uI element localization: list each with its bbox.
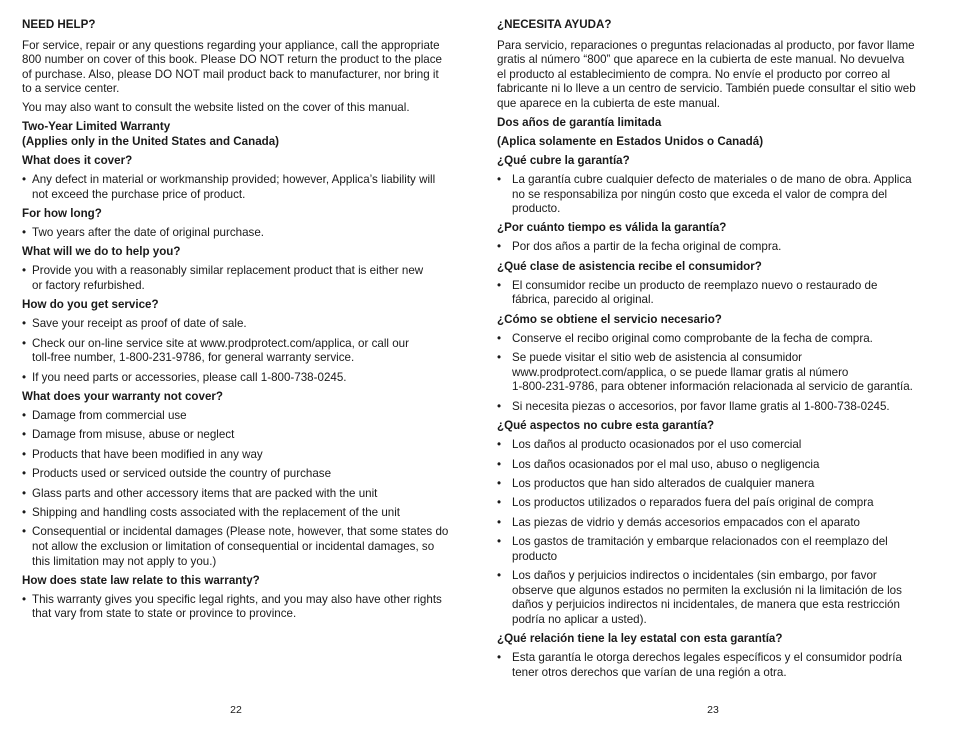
bullet-icon: •	[22, 317, 27, 331]
list-item	[22, 371, 454, 386]
text-line: this limitation may not apply to you.)	[32, 554, 217, 568]
heading-dos-anos-de-garantia-limitada: Dos años de garantía limitada	[497, 115, 662, 129]
text-line: (Applies only in the United States and Canada)	[22, 134, 280, 148]
list-item	[22, 409, 454, 424]
text-line: 1-800-231-9786, para obtener información relacionada al servicio de garantía.	[512, 380, 913, 394]
bullet-icon: •	[22, 336, 27, 350]
text-line: Los gastos de tramitación y embarque relacionados con el reemplazo del	[512, 535, 888, 549]
list-item-text	[32, 487, 454, 502]
text-line: Los daños ocasionados por el mal uso, abuso o negligencia	[512, 457, 820, 471]
text-line: tener otros derechos que varían de una región a otra.	[512, 665, 787, 679]
list-item-text	[32, 428, 454, 443]
text-line: Por dos años a partir de la fecha original de compra.	[512, 240, 782, 254]
list-item	[22, 467, 454, 482]
heading-que-aspectos-no-cubre-esta-garantia: ¿Qué aspectos no cubre esta garantía?	[497, 419, 715, 433]
text-line: www.prodprotect.com/applica, o se puede llamar gratis al número	[512, 365, 849, 379]
bullet-icon: •	[22, 592, 27, 606]
text-line: daños y perjuicios indirectos ni incidentales, de manera que esta restricción	[512, 598, 900, 612]
list-item-text	[32, 448, 454, 463]
list-item-text	[32, 337, 454, 366]
bullet-icon: •	[497, 278, 502, 292]
bullet-icon: •	[497, 476, 502, 490]
list-item-text	[512, 351, 929, 395]
text-line: Consequential or incidental damages (Please note, however, that some states do	[32, 525, 449, 539]
bullet-icon: •	[497, 438, 502, 452]
heading-two-year-limited-warranty	[22, 120, 454, 149]
bullet-icon: •	[22, 408, 27, 422]
page-number-left: 22	[230, 704, 242, 716]
heading-necesita-ayuda: ¿NECESITA AYUDA?	[497, 18, 612, 31]
text-line: fábrica, parecido al original.	[512, 293, 654, 307]
list-item	[497, 569, 929, 627]
text-line: 800 number on cover of this book. Please DO NOT return the product to the place	[22, 53, 442, 67]
list-item	[497, 240, 929, 255]
list-item-text	[512, 240, 929, 255]
text-line: not exceed the purchase price of product.	[32, 187, 246, 201]
bullet-icon: •	[497, 240, 502, 254]
text-line: not allow the exclusion or limitation of consequential or incidental damages, so	[32, 539, 435, 553]
text-line: Esta garantía le otorga derechos legales específicos y el consumidor podría	[512, 651, 902, 665]
list-item	[22, 506, 454, 521]
text-line: Shipping and handling costs associated with the replacement of the unit	[32, 505, 401, 519]
list-item-text	[32, 317, 454, 332]
list-item	[22, 337, 454, 366]
text-line: Products used or serviced outside the country of purchase	[32, 467, 332, 481]
text-line: Two years after the date of original purchase.	[32, 225, 265, 239]
list-item	[497, 173, 929, 217]
list-item	[497, 535, 929, 564]
paragraph	[497, 39, 929, 112]
heading-por-cuanto-tiempo-es-valida-la-garantia: ¿Por cuánto tiempo es válida la garantía?	[497, 221, 727, 235]
paragraph	[22, 101, 454, 116]
text-line: Los daños al producto ocasionados por el uso comercial	[512, 438, 802, 452]
text-line: Any defect in material or workmanship provided; however, Applica’s liability will	[32, 172, 436, 186]
list-item-text	[32, 173, 454, 202]
heading-what-does-it-cover: What does it cover?	[22, 153, 133, 167]
paragraph	[22, 39, 454, 97]
bullet-icon: •	[22, 172, 27, 186]
bullet-icon: •	[497, 457, 502, 471]
list-item	[497, 332, 929, 347]
list-item-text	[512, 651, 929, 680]
list-item-text	[32, 467, 454, 482]
bullet-icon: •	[22, 525, 27, 539]
bullet-icon: •	[497, 496, 502, 510]
bullet-icon: •	[22, 428, 27, 442]
bullet-icon: •	[497, 331, 502, 345]
text-line: producto	[512, 549, 558, 563]
list-item-text	[512, 438, 929, 453]
bullet-icon: •	[22, 505, 27, 519]
text-line: If you need parts or accessories, please call 1-800-738-0245.	[32, 370, 347, 384]
heading-how-does-state-law-relate-to-this-warran: How does state law relate to this warranty?	[22, 573, 260, 587]
text-line: Los productos que han sido alterados de cualquier manera	[512, 476, 815, 490]
heading-que-relacion-tiene-la-ley-estatal-con-es: ¿Qué relación tiene la ley estatal con esta garantía?	[497, 632, 783, 646]
list-item-text	[32, 506, 454, 521]
bullet-icon: •	[497, 515, 502, 529]
text-line: que aparece en la cubierta de este manual.	[497, 96, 721, 110]
text-line: that vary from state to state or province to province.	[32, 607, 297, 621]
bullet-icon: •	[22, 370, 27, 384]
text-line: podría no aplicar a usted).	[512, 612, 647, 626]
text-line: You may also want to consult the website listed on the cover of this manual.	[22, 101, 410, 115]
text-line: Two-Year Limited Warranty	[22, 120, 171, 134]
list-item	[497, 458, 929, 473]
text-line: el producto al establecimiento de compra. No envíe el producto por correo al	[497, 67, 891, 81]
text-line: Damage from misuse, abuse or neglect	[32, 428, 235, 442]
text-line: of purchase. Also, please DO NOT mail product back to manufacturer, nor bring it	[22, 67, 439, 81]
list-item	[497, 477, 929, 492]
text-line: Para servicio, reparaciones o preguntas relacionadas al producto, por favor llame	[497, 38, 915, 52]
text-line: Se puede visitar el sitio web de asistencia al consumidor	[512, 351, 802, 365]
list-item	[22, 173, 454, 202]
heading-for-how-long: For how long?	[22, 206, 102, 220]
list-item	[497, 496, 929, 511]
bullet-icon: •	[497, 172, 502, 186]
bullet-icon: •	[22, 467, 27, 481]
bullet-icon: •	[22, 447, 27, 461]
list-item-text	[512, 496, 929, 511]
text-line: El consumidor recibe un producto de reemplazo nuevo o restaurado de	[512, 278, 878, 292]
list-item	[497, 400, 929, 415]
list-item-text	[512, 477, 929, 492]
text-line: Glass parts and other accessory items that are packed with the unit	[32, 486, 378, 500]
text-line: observe que algunos estados no permiten la exclusión ni la limitación de los	[512, 583, 902, 597]
bullet-icon: •	[497, 399, 502, 413]
text-line: Los productos utilizados o reparados fuera del país original de compra	[512, 496, 874, 510]
bullet-icon: •	[22, 486, 27, 500]
text-line: Los daños y perjuicios indirectos o incidentales (sin embargo, por favor	[512, 569, 877, 583]
list-item-text	[32, 371, 454, 386]
list-item-text	[32, 593, 454, 622]
list-item-text	[32, 226, 454, 241]
bullet-icon: •	[22, 225, 27, 239]
list-item-text	[32, 409, 454, 424]
list-item	[497, 651, 929, 680]
text-line: This warranty gives you specific legal rights, and you may also have other rights	[32, 592, 442, 606]
heading-what-does-your-warranty-not-cover: What does your warranty not cover?	[22, 389, 223, 403]
list-item	[22, 317, 454, 332]
list-item-text	[512, 458, 929, 473]
list-item-text	[32, 264, 454, 293]
text-line: toll-free number, 1-800-231-9786, for general warranty service.	[32, 351, 355, 365]
list-item	[22, 448, 454, 463]
text-line: Damage from commercial use	[32, 408, 187, 422]
list-item	[22, 487, 454, 502]
spanish-warranty-page	[497, 18, 929, 685]
bullet-icon: •	[497, 351, 502, 365]
text-line: Products that have been modified in any way	[32, 447, 263, 461]
text-line: Si necesita piezas o accesorios, por favor llame gratis al 1-800-738-0245.	[512, 399, 890, 413]
text-line: no se responsabiliza por ningún costo que exceda el valor de compra del	[512, 187, 888, 201]
page-number-right: 23	[707, 704, 719, 716]
text-line: Las piezas de vidrio y demás accesorios empacados con el aparato	[512, 515, 861, 529]
text-line: For service, repair or any questions regarding your appliance, call the appropriate	[22, 38, 440, 52]
list-item-text	[512, 173, 929, 217]
english-warranty-page	[22, 18, 454, 627]
list-item	[22, 593, 454, 622]
heading-aplica-solamente-en-estados-unidos-o-can: (Aplica solamente en Estados Unidos o Canadá)	[497, 134, 764, 148]
heading-que-clase-de-asistencia-recibe-el-consum: ¿Qué clase de asistencia recibe el consumidor?	[497, 259, 762, 273]
text-line: to a service center.	[22, 82, 120, 96]
heading-que-cubre-la-garantia: ¿Qué cubre la garantía?	[497, 153, 630, 167]
heading-need-help: NEED HELP?	[22, 18, 96, 31]
list-item	[497, 279, 929, 308]
bullet-icon: •	[497, 651, 502, 665]
text-line: gratis al número “800” que aparece en la cubierta de este manual. No devuelva	[497, 53, 905, 67]
list-item	[22, 226, 454, 241]
list-item-text	[512, 516, 929, 531]
list-item	[22, 525, 454, 569]
text-line: Conserve el recibo original como comprobante de la fecha de compra.	[512, 331, 873, 345]
list-item-text	[512, 569, 929, 627]
list-item-text	[512, 279, 929, 308]
list-item	[497, 516, 929, 531]
bullet-icon: •	[22, 264, 27, 278]
list-item	[497, 438, 929, 453]
text-line: Save your receipt as proof of date of sale.	[32, 317, 247, 331]
list-item	[22, 428, 454, 443]
list-item-text	[32, 525, 454, 569]
heading-how-do-you-get-service: How do you get service?	[22, 298, 159, 312]
list-item	[22, 264, 454, 293]
bullet-icon: •	[497, 569, 502, 583]
text-line: Check our on-line service site at www.prodprotect.com/applica, or call our	[32, 336, 409, 350]
list-item	[497, 351, 929, 395]
list-item-text	[512, 535, 929, 564]
text-line: or factory refurbished.	[32, 278, 145, 292]
text-line: Provide you with a reasonably similar replacement product that is either new	[32, 264, 424, 278]
list-item-text	[512, 400, 929, 415]
heading-como-se-obtiene-el-servicio-necesario: ¿Cómo se obtiene el servicio necesario?	[497, 312, 722, 326]
list-item-text	[512, 332, 929, 347]
text-line: producto.	[512, 202, 561, 216]
text-line: La garantía cubre cualquier defecto de materiales o de mano de obra. Applica	[512, 172, 912, 186]
bullet-icon: •	[497, 535, 502, 549]
text-line: fabricante ni lo lleve a un centro de servicio. También puede consultar el sitio web	[497, 82, 916, 96]
heading-what-will-we-do-to-help-you: What will we do to help you?	[22, 245, 181, 259]
